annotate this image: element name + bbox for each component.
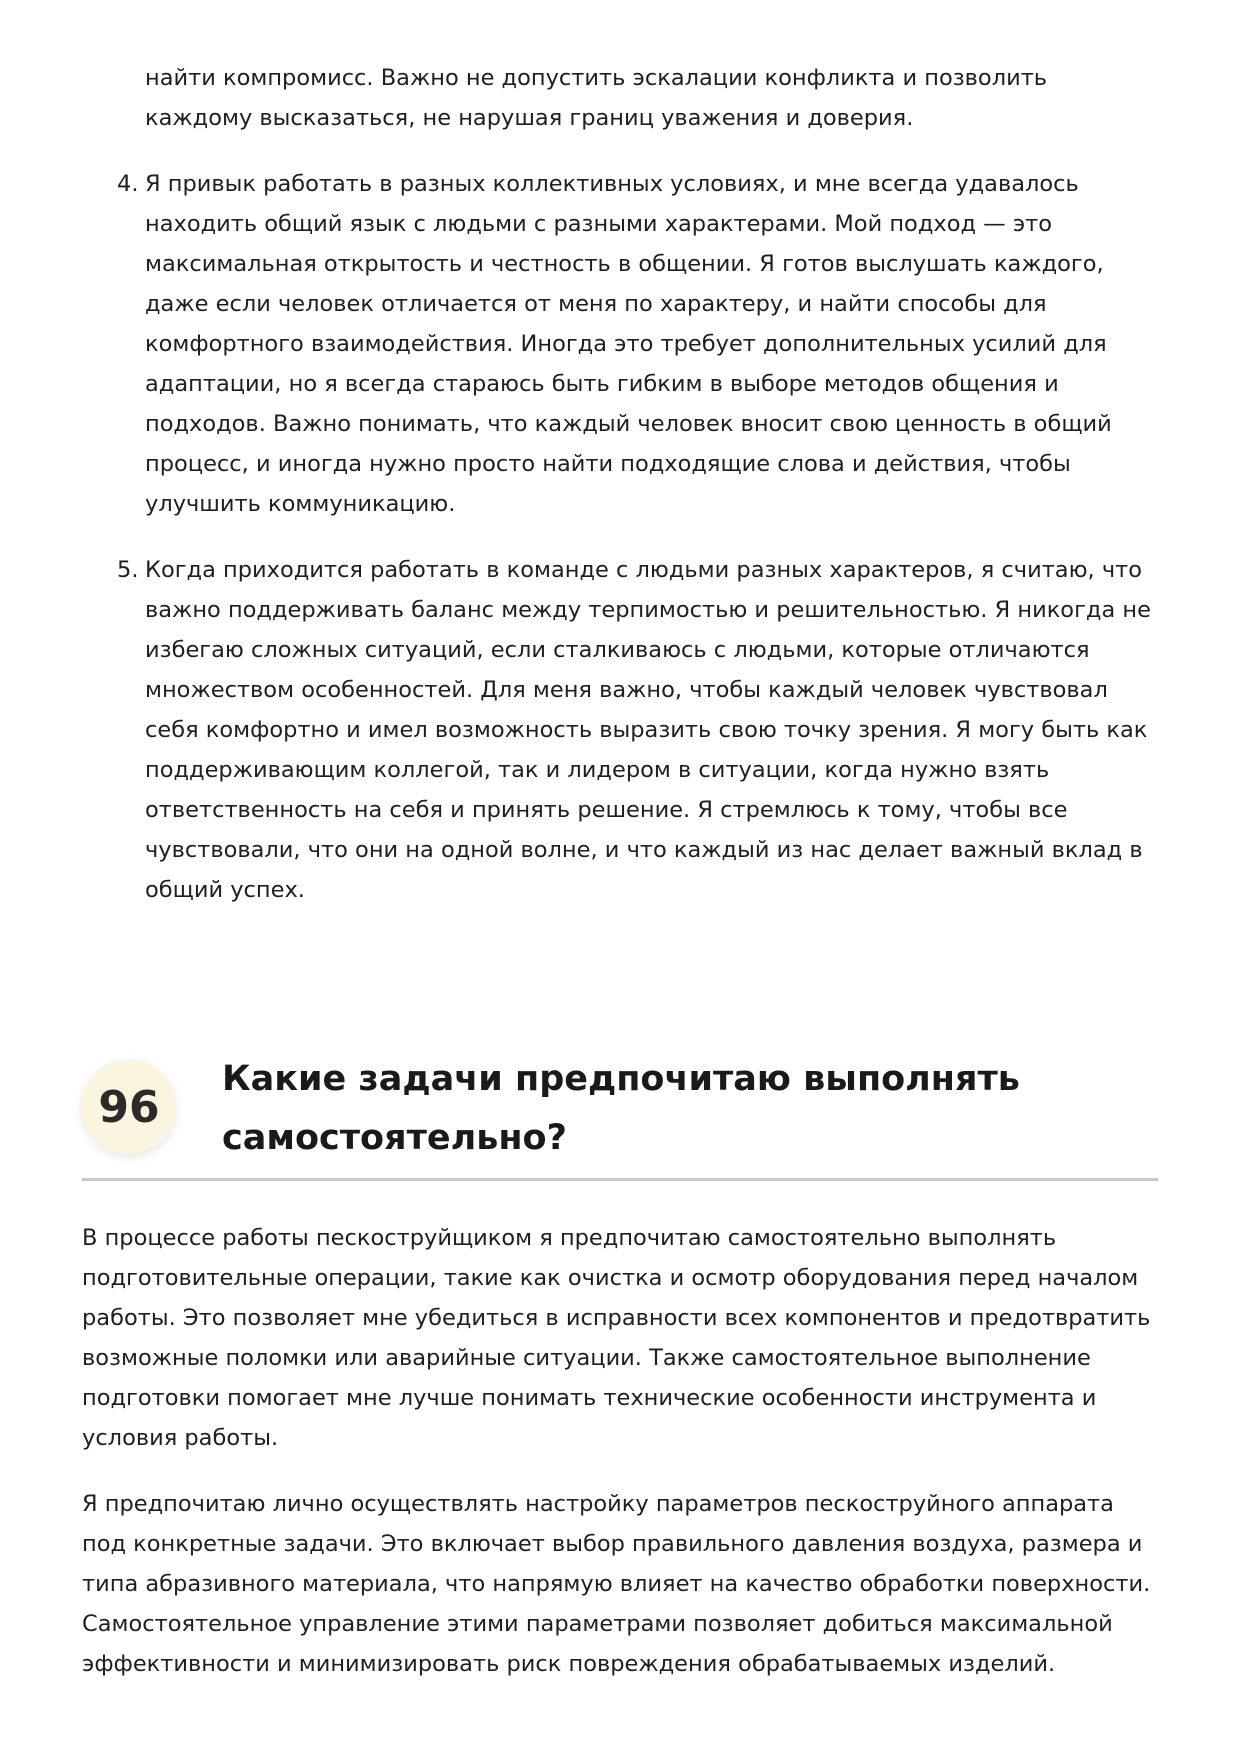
section-body xyxy=(82,1218,1162,1710)
answer-list xyxy=(117,58,1155,936)
list-item xyxy=(117,550,1155,910)
body-paragraph: В процессе работы пескоструйщиком я предпочитаю самостоятельно выполнять подготовительные операции, такие как очистка и осмотр оборудования перед началом работы. Это позволяет мне убедиться в исправности всех компонентов и предотвратить возможные поломки или аварийные ситуации. Также самостоятельное выполнение подготовки помогает мне лучше понимать технические особенности инструмента и условия работы. xyxy=(82,1225,1151,1451)
body-paragraph: Я предпочитаю лично осуществлять настройку параметров пескоструйного аппарата под конкретные задачи. Это включает выбор правильного давления воздуха, размера и типа абразивного материала, что напрямую влияет на качество обработки поверхности. Самостоятельное управление этими параметрами позволяет добиться максимальной эффективности и минимизировать риск повреждения обрабатываемых изделий. xyxy=(82,1491,1151,1677)
list-item-number: 4. xyxy=(117,171,139,197)
list-item-text: Когда приходится работать в команде с людьми разных характеров, я считаю, что важно поддерживать баланс между терпимостью и решительностью. Я никогда не избегаю сложных ситуаций, если сталкиваюсь с людьми, которые отличаются множеством особенностей. Для меня важно, чтобы каждый человек чувствовал себя комфортно и имел возможность выразить свою точку зрения. Я могу быть как поддерживающим коллегой, так и лидером в ситуации, когда нужно взять ответственность на себя и принять решение. Я стремлюсь к тому, чтобы все чувствовали, что они на одной волне, и что каждый из нас делает важный вклад в общий успех. xyxy=(145,557,1151,903)
section-title: Какие задачи предпочитаю выполнять самостоятельно? xyxy=(222,1059,1020,1158)
list-item-text: Я привык работать в разных коллективных условиях, и мне всегда удавалось находить общий язык с людьми с разными характерами. Мой подход — это максимальная открытость и честность в общении. Я готов выслушать каждого, даже если человек отличается от меня по характеру, и найти способы для комфортного взаимодействия. Иногда это требует дополнительных усилий для адаптации, но я всегда стараюсь быть гибким в выборе методов общения и подходов. Важно понимать, что каждый человек вносит свою ценность в общий процесс, и иногда нужно просто найти подходящие слова и действия, чтобы улучшить коммуникацию. xyxy=(145,171,1112,517)
list-item xyxy=(117,164,1155,524)
list-item-text: найти компромисс. Важно не допустить эскалации конфликта и позволить каждому высказаться, не нарушая границ уважения и доверия. xyxy=(145,65,1048,131)
section-number-badge: 96 xyxy=(82,1060,176,1154)
section-header xyxy=(82,1050,1158,1181)
list-item xyxy=(145,58,1155,138)
list-item-number: 5. xyxy=(117,557,139,583)
